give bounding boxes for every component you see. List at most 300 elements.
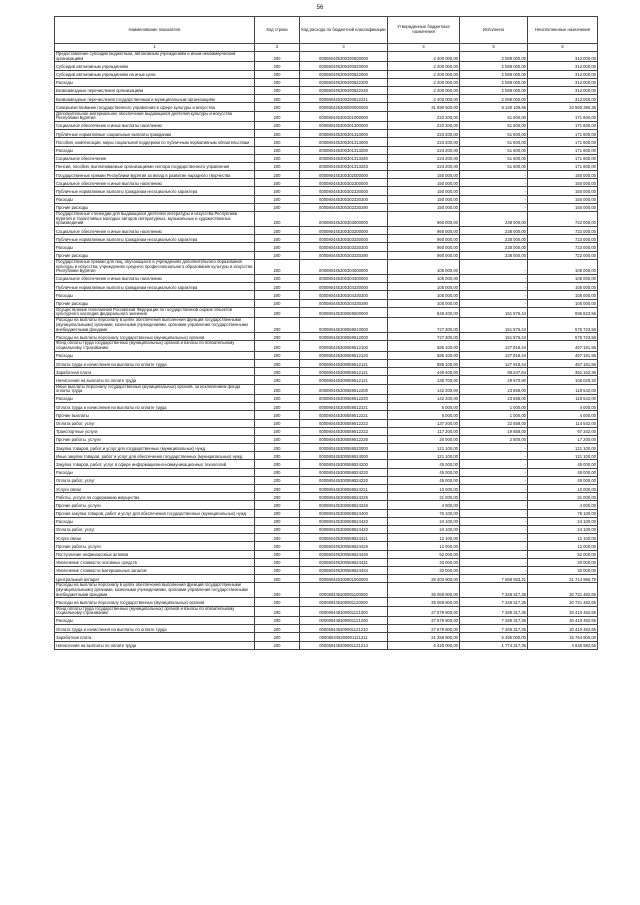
table-row xyxy=(55,625,598,633)
row-budget-code: 000080445300901121213 xyxy=(300,641,388,649)
table-row xyxy=(55,154,598,162)
row-name: Расходы xyxy=(55,243,255,251)
row-budget-code: 000080445300200620000 xyxy=(300,62,388,70)
row-budget-code: 000080445300559524426 xyxy=(300,542,388,550)
row-budget-code: 000080445300200622240 xyxy=(300,86,388,94)
row-remaining: 171 600,00 xyxy=(528,130,598,138)
table-row xyxy=(55,121,598,129)
row-approved: 20 000,00 xyxy=(388,558,460,566)
row-line-code: 200 xyxy=(255,78,300,86)
row-approved: 29 403 900,00 xyxy=(388,575,460,583)
row-remaining: 20 721 482,65 xyxy=(528,598,598,606)
row-name: Фонд оплаты труда государственных (муниципальных) органов и взносы по обязательному социальному страхованию xyxy=(55,341,255,351)
row-budget-code: 000080445300303000000 xyxy=(300,212,388,227)
row-executed: - xyxy=(460,452,528,460)
row-approved: 848 400,00 xyxy=(388,307,460,317)
row-approved: 150 000,00 xyxy=(388,195,460,203)
row-approved: 45 000,00 xyxy=(388,476,460,484)
table-row xyxy=(55,235,598,243)
table-row xyxy=(55,501,598,509)
row-remaining: 696 823,56 xyxy=(528,307,598,317)
row-executed: 7 269 317,35 xyxy=(460,617,528,625)
row-approved: 27 679 800,00 xyxy=(388,617,460,625)
column-number: 3 xyxy=(300,44,388,52)
row-budget-code: 000080445300303330290 xyxy=(300,251,388,259)
row-executed: 8 130 109,65 xyxy=(460,103,528,111)
row-approved: 27 679 800,00 xyxy=(388,625,460,633)
row-name: Государственные премии Республики Бурятия за вклад в развитие народного творчества xyxy=(55,171,255,179)
table-row xyxy=(55,195,598,203)
row-line-code: 200 xyxy=(255,227,300,235)
table-row xyxy=(55,251,598,259)
row-name: Оплата работ, услуг xyxy=(55,525,255,533)
row-budget-code: 000080445300559500000 xyxy=(300,307,388,317)
row-executed: 1 000,00 xyxy=(460,411,528,419)
row-name: Субсидии автономным учреждениям на иные цели xyxy=(55,70,255,78)
row-remaining: 10 000,00 xyxy=(528,485,598,493)
row-line-code: 200 xyxy=(255,243,300,251)
row-name: Социальное обеспечение и иные выплаты населению xyxy=(55,274,255,282)
row-line-code: 200 xyxy=(255,625,300,633)
column-number: 1 xyxy=(55,44,255,52)
row-executed: - xyxy=(460,203,528,211)
row-line-code: 200 xyxy=(255,62,300,70)
row-budget-code: 000080445300301000000 xyxy=(300,111,388,121)
row-executed: 2 088 000,00 xyxy=(460,86,528,94)
row-name: Начисления на выплаты по оплате труда xyxy=(55,641,255,649)
table-row xyxy=(55,384,598,394)
header-line-code: Код строки xyxy=(255,17,300,44)
row-executed: - xyxy=(460,525,528,533)
row-remaining: 457 181,56 xyxy=(528,360,598,368)
row-budget-code: 000080445300559512222 xyxy=(300,427,388,435)
row-approved: 105 000,00 xyxy=(388,274,460,282)
row-line-code: 200 xyxy=(255,427,300,435)
table-row xyxy=(55,318,598,333)
row-budget-code: 000080445300304330000 xyxy=(300,283,388,291)
table-row xyxy=(55,274,598,282)
row-name: Субсидии автономным учреждениям xyxy=(55,62,255,70)
row-executed: 7 688 933,21 xyxy=(460,575,528,583)
row-executed: - xyxy=(460,542,528,550)
table-row xyxy=(55,427,598,435)
row-name: Оплата труда и начисления на выплаты по оплате труда xyxy=(55,403,255,411)
table-row xyxy=(55,179,598,187)
row-budget-code: 000080445300302000000 xyxy=(300,171,388,179)
row-approved: 137 200,00 xyxy=(388,419,460,427)
table-row xyxy=(55,468,598,476)
row-budget-code: 000080445300559520000 xyxy=(300,444,388,452)
table-row xyxy=(55,341,598,351)
row-remaining: 45 000,00 xyxy=(528,476,598,484)
row-executed: 7 269 317,35 xyxy=(460,625,528,633)
row-executed: - xyxy=(460,493,528,501)
row-budget-code: 000080445300901000000 xyxy=(300,575,388,583)
table-row xyxy=(55,299,598,307)
row-remaining: 171 600,00 xyxy=(528,121,598,129)
row-name: Иные закупки товаров, работ и услуг для обеспечения государственных (муниципальных) нужд xyxy=(55,452,255,460)
row-name: Начисления на выплаты по оплате труда xyxy=(55,376,255,384)
row-line-code: 200 xyxy=(255,212,300,227)
row-remaining: 457 181,56 xyxy=(528,351,598,359)
row-approved: 223 200,00 xyxy=(388,130,460,138)
row-name: Безвозмездные перечисления государственным и муниципальным организациям xyxy=(55,95,255,103)
row-executed: 51 600,00 xyxy=(460,130,528,138)
row-name: Расходы на выплаты персоналу в целях обеспечения выполнения функций государственными (муниципальными) органами, казенными учреждениями, органами управления государственными внебюджетными фондами xyxy=(55,583,255,598)
row-remaining: 24 100,00 xyxy=(528,517,598,525)
row-remaining: 121 100,00 xyxy=(528,452,598,460)
row-name: Предоставление субсидий бюджетным, автономным учреждениям и иным некоммерческим организациям xyxy=(55,52,255,62)
row-line-code: 200 xyxy=(255,154,300,162)
row-remaining: 20 000,00 xyxy=(528,558,598,566)
header-name: Наименование показателя xyxy=(55,17,255,44)
row-remaining: 97 342,00 xyxy=(528,427,598,435)
row-executed: 7 269 317,35 xyxy=(460,606,528,616)
row-remaining: 312 000,00 xyxy=(528,86,598,94)
row-budget-code: 000080445300559512226 xyxy=(300,435,388,443)
row-approved: 150 000,00 xyxy=(388,171,460,179)
row-name: Прочие расходы xyxy=(55,251,255,259)
table-row xyxy=(55,394,598,402)
row-remaining: 150 000,00 xyxy=(528,171,598,179)
row-approved: 31 690 500,00 xyxy=(388,103,460,111)
row-name: Прочая закупка товаров, работ и услуг для обеспечения государственных (муниципальных) нужд xyxy=(55,509,255,517)
row-remaining: 105 000,00 xyxy=(528,299,598,307)
row-budget-code: 000080445300901120000 xyxy=(300,598,388,606)
table-row xyxy=(55,575,598,583)
table-row xyxy=(55,517,598,525)
row-executed: 51 600,00 xyxy=(460,162,528,170)
row-executed: 51 600,00 xyxy=(460,111,528,121)
row-remaining: 722 000,00 xyxy=(528,251,598,259)
row-approved: 585 100,00 xyxy=(388,341,460,351)
row-line-code: 200 xyxy=(255,493,300,501)
row-name: Фонд оплаты труда государственных (муниципальных) органов и взносы по обязательному социальному страхованию xyxy=(55,606,255,616)
row-remaining: 150 000,00 xyxy=(528,203,598,211)
table-row xyxy=(55,550,598,558)
row-executed: 238 000,00 xyxy=(460,251,528,259)
row-approved: 142 200,00 xyxy=(388,394,460,402)
row-approved: 727 300,00 xyxy=(388,333,460,341)
row-executed: - xyxy=(460,501,528,509)
table-row xyxy=(55,606,598,616)
row-approved: 2 400 000,00 xyxy=(388,86,460,94)
table-row xyxy=(55,203,598,211)
row-approved: 10 000,00 xyxy=(388,485,460,493)
table-row xyxy=(55,283,598,291)
row-budget-code: 000080445300559524420 xyxy=(300,525,388,533)
row-executed: - xyxy=(460,485,528,493)
row-line-code: 200 xyxy=(255,558,300,566)
row-remaining: 76 100,00 xyxy=(528,509,598,517)
row-budget-code: 000080445300559512100 xyxy=(300,341,388,351)
row-approved: 117 200,00 xyxy=(388,427,460,435)
row-approved: 449 400,00 xyxy=(388,368,460,376)
row-remaining: 312 000,00 xyxy=(528,70,598,78)
row-remaining: 722 000,00 xyxy=(528,243,598,251)
table-row xyxy=(55,259,598,274)
row-name: Расходы xyxy=(55,78,255,86)
row-approved: 21 259 800,00 xyxy=(388,633,460,641)
row-budget-code: 000080445300559512120 xyxy=(300,351,388,359)
table-row xyxy=(55,333,598,341)
row-executed: 7 348 317,35 xyxy=(460,583,528,598)
row-approved: 105 000,00 xyxy=(388,299,460,307)
row-approved: 52 000,00 xyxy=(388,550,460,558)
row-executed: - xyxy=(460,274,528,282)
row-executed: - xyxy=(460,187,528,195)
row-executed: 51 600,00 xyxy=(460,121,528,129)
row-line-code: 200 xyxy=(255,299,300,307)
row-remaining: 722 000,00 xyxy=(528,212,598,227)
table-row xyxy=(55,52,598,62)
row-approved: 12 000,00 xyxy=(388,542,460,550)
row-budget-code: 000080445300559512221 xyxy=(300,411,388,419)
row-approved: 24 100,00 xyxy=(388,517,460,525)
row-approved: 960 000,00 xyxy=(388,251,460,259)
row-remaining: 45 000,00 xyxy=(528,468,598,476)
row-budget-code: 000080445300200622241 xyxy=(300,95,388,103)
row-approved: 150 000,00 xyxy=(388,203,460,211)
table-row xyxy=(55,435,598,443)
table-row xyxy=(55,509,598,517)
row-name: Прочие работы, услуги xyxy=(55,435,255,443)
row-approved: 2 400 000,00 xyxy=(388,52,460,62)
table-row xyxy=(55,617,598,625)
row-budget-code: 000080445300559512000 xyxy=(300,333,388,341)
row-remaining: 150 000,00 xyxy=(528,179,598,187)
row-name: Социальное обеспечение и иные выплаты населению xyxy=(55,121,255,129)
row-executed: - xyxy=(460,171,528,179)
table-row xyxy=(55,162,598,170)
row-executed: - xyxy=(460,259,528,274)
row-name: Публичные нормативные выплаты гражданам несоциального характера xyxy=(55,235,255,243)
row-budget-code: 000080445300559524421 xyxy=(300,534,388,542)
row-budget-code: 000080445300301300000 xyxy=(300,121,388,129)
row-executed: 151 576,44 xyxy=(460,333,528,341)
row-line-code: 200 xyxy=(255,291,300,299)
row-name: Работы, услуги по содержанию имущества xyxy=(55,493,255,501)
table-row xyxy=(55,452,598,460)
table-row xyxy=(55,403,598,411)
row-budget-code: 000080445300559524200 xyxy=(300,460,388,468)
row-name: Центральный аппарат xyxy=(55,575,255,583)
row-line-code: 200 xyxy=(255,103,300,111)
row-line-code: 200 xyxy=(255,360,300,368)
row-budget-code: 000080445300901100000 xyxy=(300,583,388,598)
table-row xyxy=(55,411,598,419)
row-approved: 45 000,00 xyxy=(388,460,460,468)
row-remaining: 171 600,00 xyxy=(528,111,598,121)
row-approved: 105 000,00 xyxy=(388,291,460,299)
table-body xyxy=(55,44,598,650)
row-line-code: 200 xyxy=(255,485,300,493)
row-executed: 151 576,44 xyxy=(460,318,528,333)
table-row xyxy=(55,138,598,146)
table-row xyxy=(55,307,598,317)
row-line-code: 200 xyxy=(255,598,300,606)
table-row xyxy=(55,360,598,368)
row-line-code: 200 xyxy=(255,52,300,62)
row-executed: 2 088 000,00 xyxy=(460,62,528,70)
row-executed: - xyxy=(460,517,528,525)
row-approved: 585 100,00 xyxy=(388,360,460,368)
row-line-code: 200 xyxy=(255,318,300,333)
row-executed: 127 918,44 xyxy=(460,341,528,351)
row-executed: 238 000,00 xyxy=(460,212,528,227)
row-name: Пенсии, пособия, выплачиваемые организациями сектора государственного управления xyxy=(55,162,255,170)
row-executed: 51 600,00 xyxy=(460,154,528,162)
row-line-code: 200 xyxy=(255,460,300,468)
row-line-code: 200 xyxy=(255,121,300,129)
table-row xyxy=(55,583,598,598)
row-line-code: 200 xyxy=(255,633,300,641)
row-line-code: 200 xyxy=(255,251,300,259)
row-executed: - xyxy=(460,468,528,476)
table-row xyxy=(55,86,598,94)
row-name: Расходы xyxy=(55,195,255,203)
row-executed: - xyxy=(460,299,528,307)
row-executed: 23 658,00 xyxy=(460,384,528,394)
row-budget-code: 000080445300302330000 xyxy=(300,187,388,195)
row-remaining: 45 000,00 xyxy=(528,460,598,468)
row-budget-code: 000080445300304330290 xyxy=(300,299,388,307)
row-name: Транспортные услуги xyxy=(55,427,255,435)
column-number: 5 xyxy=(460,44,528,52)
row-name: Социальное обеспечение и иные выплаты населению xyxy=(55,179,255,187)
row-budget-code: 000080445300559524220 xyxy=(300,468,388,476)
row-approved: 31 000,00 xyxy=(388,493,460,501)
row-remaining: 20 410 482,65 xyxy=(528,606,598,616)
row-name: Социальное обеспечение и иные выплаты населению xyxy=(55,227,255,235)
row-line-code: 200 xyxy=(255,146,300,154)
row-line-code: 200 xyxy=(255,419,300,427)
table-row xyxy=(55,558,598,566)
row-line-code: 200 xyxy=(255,70,300,78)
table-header-row xyxy=(55,17,598,44)
row-executed: - xyxy=(460,460,528,468)
row-executed: 23 658,00 xyxy=(460,394,528,402)
row-line-code: 200 xyxy=(255,341,300,351)
row-executed: 51 600,00 xyxy=(460,138,528,146)
header-executed: Исполнено xyxy=(460,17,528,44)
row-budget-code: 000080445300559510000 xyxy=(300,318,388,333)
row-approved: 960 000,00 xyxy=(388,212,460,227)
row-approved: 4 000,00 xyxy=(388,501,460,509)
row-budget-code: 000080445300901121200 xyxy=(300,617,388,625)
row-line-code: 200 xyxy=(255,130,300,138)
row-remaining: 4 000,00 xyxy=(528,501,598,509)
row-budget-code: 000080445300559512121 xyxy=(300,360,388,368)
row-name: Оплата работ, услуг xyxy=(55,476,255,484)
row-executed: - xyxy=(460,476,528,484)
row-line-code: 200 xyxy=(255,411,300,419)
row-remaining: 118 542,00 xyxy=(528,384,598,394)
row-executed: 2 088 000,00 xyxy=(460,52,528,62)
row-remaining: 23 560 390,35 xyxy=(528,103,598,111)
row-remaining: 105 000,00 xyxy=(528,259,598,274)
row-remaining: 31 000,00 xyxy=(528,493,598,501)
row-name: Расходы на выплаты персоналу в целях обеспечения выполнения функций государственными (муниципальными) органами, казенными учреждениями, органами управления государственными внебюджетными фондами xyxy=(55,318,255,333)
row-name: Безвозмездные перечисления организациям xyxy=(55,86,255,94)
row-line-code: 200 xyxy=(255,501,300,509)
table-row xyxy=(55,146,598,154)
table-row xyxy=(55,351,598,359)
row-line-code: 200 xyxy=(255,394,300,402)
table-row xyxy=(55,419,598,427)
row-budget-code: 000080445300559524431 xyxy=(300,558,388,566)
row-budget-code: 000080445300301313000 xyxy=(300,138,388,146)
row-budget-code: 000080445300304000000 xyxy=(300,259,388,274)
row-remaining: 312 000,00 xyxy=(528,78,598,86)
row-line-code: 200 xyxy=(255,111,300,121)
row-line-code: 200 xyxy=(255,384,300,394)
row-budget-code: 000080445300559512121 xyxy=(300,368,388,376)
row-name: Расходы xyxy=(55,351,255,359)
row-remaining: 312 000,00 xyxy=(528,95,598,103)
header-budget-code: Код расхода по бюджетной классификации xyxy=(300,17,388,44)
column-number: 2 xyxy=(255,44,300,52)
row-approved: 585 100,00 xyxy=(388,351,460,359)
table-row xyxy=(55,62,598,70)
row-budget-code: 000080445300301313260 xyxy=(300,154,388,162)
row-name: Расходы xyxy=(55,517,255,525)
row-approved: 960 000,00 xyxy=(388,243,460,251)
row-executed: 1 774 317,35 xyxy=(460,641,528,649)
row-remaining: 722 000,00 xyxy=(528,235,598,243)
row-budget-code: 000080445300559512200 xyxy=(300,384,388,394)
row-name: Пособия, компенсации, меры социальной поддержки по публичным нормативным обязательствам xyxy=(55,138,255,146)
table-row xyxy=(55,130,598,138)
row-remaining: 15 764 800,00 xyxy=(528,633,598,641)
row-remaining: 32 000,00 xyxy=(528,566,598,574)
row-remaining: 21 714 966,79 xyxy=(528,575,598,583)
row-executed: 2 800,00 xyxy=(460,435,528,443)
table-row xyxy=(55,212,598,227)
row-approved: 223 200,00 xyxy=(388,121,460,129)
row-name: Расходы на выплаты персоналу государственных (муниципальных) органов xyxy=(55,333,255,341)
row-executed: - xyxy=(460,509,528,517)
row-budget-code: 000080445300901121210 xyxy=(300,625,388,633)
row-executed: 19 858,00 xyxy=(460,427,528,435)
row-remaining: 106 029,20 xyxy=(528,376,598,384)
row-approved: 223 200,00 xyxy=(388,111,460,121)
row-remaining: 105 000,00 xyxy=(528,274,598,282)
row-budget-code: 000080445300301313263 xyxy=(300,162,388,170)
row-name: Социальное обеспечение xyxy=(55,154,255,162)
row-name: Закупка товаров, работ и услуг для государственных (муниципальных) нужд xyxy=(55,444,255,452)
row-remaining: 118 542,00 xyxy=(528,394,598,402)
table-row xyxy=(55,171,598,179)
row-line-code: 200 xyxy=(255,468,300,476)
row-executed: 238 000,00 xyxy=(460,235,528,243)
row-name: Прочие работы, услуги xyxy=(55,542,255,550)
page-number: 56 xyxy=(316,5,324,11)
row-executed: 5 495 000,00 xyxy=(460,633,528,641)
row-executed: 22 658,00 xyxy=(460,419,528,427)
row-budget-code: 000080445300559524434 xyxy=(300,566,388,574)
row-approved: 76 100,00 xyxy=(388,509,460,517)
row-executed: - xyxy=(460,444,528,452)
row-name: Государственные стипендии для выдающихся деятелей литературы и искусства Республики Бурятия и талантливых молодых авторов литературных, музыкальных и художественных произведений xyxy=(55,212,255,227)
row-budget-code: 000080445300559512220 xyxy=(300,394,388,402)
row-remaining: 52 000,00 xyxy=(528,550,598,558)
row-budget-code: 000080445300304330200 xyxy=(300,291,388,299)
row-name: Расходы xyxy=(55,468,255,476)
row-remaining: 312 000,00 xyxy=(528,62,598,70)
row-line-code: 200 xyxy=(255,444,300,452)
row-line-code: 200 xyxy=(255,351,300,359)
